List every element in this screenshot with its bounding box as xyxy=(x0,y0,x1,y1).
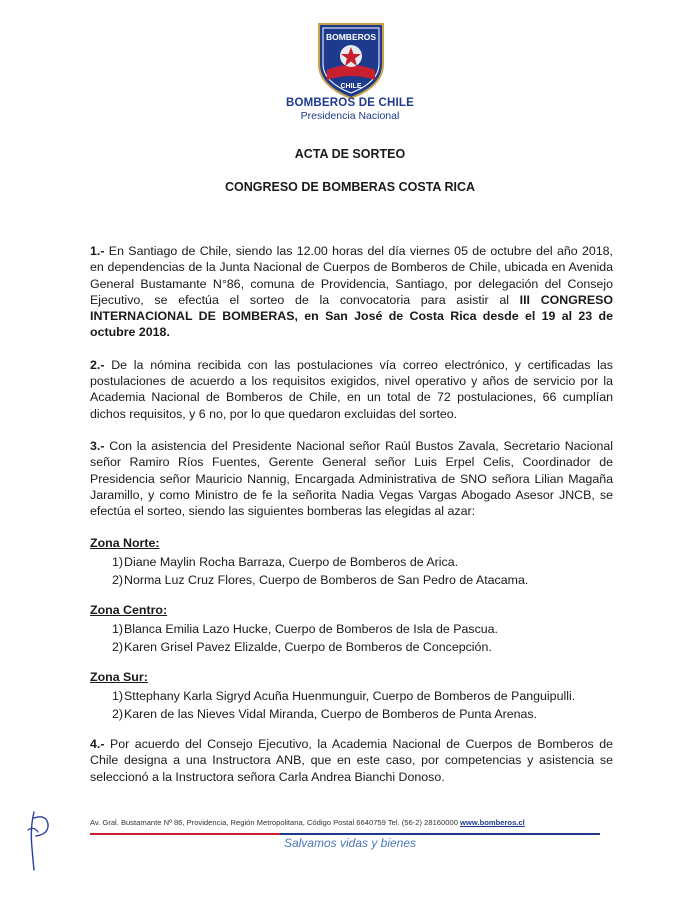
footer-divider-red xyxy=(90,833,280,835)
paragraph-number: 2.- xyxy=(90,357,105,372)
zone-heading-centro: Zona Centro: xyxy=(90,603,168,618)
zone-list-sur xyxy=(90,688,613,723)
list-item xyxy=(90,688,613,704)
list-index: 1) xyxy=(112,554,124,569)
paragraph-2 xyxy=(90,357,613,422)
org-name: BOMBEROS DE CHILE xyxy=(286,97,414,109)
paragraph-bold-text: III CONGRESO INTERNACIONAL DE BOMBERAS, en San José de Costa Rica desde el 19 al 23 de octubre 2018. xyxy=(90,292,613,340)
list-index: 2) xyxy=(112,706,124,721)
org-subtitle: Presidencia Nacional xyxy=(300,110,400,122)
paragraph-4 xyxy=(90,736,613,785)
paragraph-text: Con la asistencia del Presidente Nacional señor Raúl Bustos Zavala, Secretario Nacional señor Ramiro Ríos Fuentes, Gerente General señor Luis Erpel Celis, Coordinador de Presidencia señor Mauricio Nannig, Encargada Administrativa de SNO señora Lilian Magaña Jaramillo, y como Ministro de fe la señorita Nadia Vegas Vargas Abogado Asesor JNCB, se efectúa el sorteo, siendo las siguientes bomberas las elegidas al azar: xyxy=(90,438,613,519)
list-index: 2) xyxy=(112,639,124,654)
paragraph-3 xyxy=(90,438,613,519)
list-item xyxy=(90,554,613,570)
document-body xyxy=(90,243,613,801)
list-index: 1) xyxy=(112,621,124,636)
paragraph-text: En Santiago de Chile, siendo las 12.00 horas del día viernes 05 de octubre del año 2018, en dependencias de la Junta Nacional de Cuerpos de Bomberos de Chile, ubicada en Avenida General Bustamante N°86, comuna de Providencia, Santiago, por delegación del Consejo Ejecutivo, se efectúa el sorteo de la convocatoria para asistir al xyxy=(90,244,613,307)
paragraph-number: 1.- xyxy=(90,244,105,258)
list-item-text: Karen Grisel Pavez Elizalde, Cuerpo de Bomberos de Concepción. xyxy=(124,639,492,654)
list-item-text: Sttephany Karla Sigryd Acuña Huenmunguir, Cuerpo de Bomberos de Panguipulli. xyxy=(124,688,576,703)
paragraph-text: De la nómina recibida con las postulaciones vía correo electrónico, y certificadas las postulaciones de acuerdo a los requisitos exigidos, nivel operativo y años de servicio por la Academia Nacional de Bomberos de Chile, en un total de 72 postulaciones, 66 cumplían dichos requisitos, y 6 no, por lo que quedaron excluidas del sorteo. xyxy=(90,357,613,421)
handwritten-signature xyxy=(24,808,56,874)
zone-heading-sur: Zona Sur: xyxy=(90,670,148,685)
footer-slogan: Salvamos vidas y bienes xyxy=(283,836,417,850)
document-title: ACTA DE SORTEO xyxy=(294,147,406,161)
list-item xyxy=(90,572,613,588)
logo-text-top: BOMBEROS xyxy=(325,32,377,42)
list-item xyxy=(90,621,613,637)
zone-heading-norte: Zona Norte: xyxy=(90,536,160,551)
footer-website-link[interactable]: www.bomberos.cl xyxy=(460,818,525,827)
paragraph-text: Por acuerdo del Consejo Ejecutivo, la Academia Nacional de Cuerpos de Bomberos de Chile designa a una Instructora ANB, que en este caso, por competencias y asistencia se seleccionó a la Instructora señora Carla Andrea Bianchi Donoso. xyxy=(90,737,613,784)
zone-list-norte xyxy=(90,554,613,589)
list-item-text: Diane Maylin Rocha Barraza, Cuerpo de Bomberos de Arica. xyxy=(124,554,459,569)
list-index: 2) xyxy=(112,573,124,588)
footer-divider-blue xyxy=(280,833,600,835)
list-item-text: Blanca Emilia Lazo Hucke, Cuerpo de Bomberos de Isla de Pascua. xyxy=(124,621,498,636)
logo-text-bottom: CHILE xyxy=(340,83,362,90)
footer-address xyxy=(90,818,600,827)
document-subtitle: CONGRESO DE BOMBERAS COSTA RICA xyxy=(224,180,475,194)
paragraph-number: 3.- xyxy=(90,438,105,453)
footer-address-text: Av. Gral. Bustamante Nº 86, Providencia, Región Metropolitana, Código Postal 6640759 Tel. (56-2) 28160000 xyxy=(90,818,461,827)
list-item xyxy=(90,706,613,722)
paragraph-number: 4.- xyxy=(90,737,105,752)
bomberos-chile-shield-logo xyxy=(313,20,389,100)
list-item-text: Norma Luz Cruz Flores, Cuerpo de Bomberos de San Pedro de Atacama. xyxy=(124,573,529,588)
list-item xyxy=(90,639,613,655)
list-index: 1) xyxy=(112,688,124,703)
zone-list-centro xyxy=(90,621,613,656)
list-item-text: Karen de las Nieves Vidal Miranda, Cuerpo de Bomberos de Punta Arenas. xyxy=(124,706,538,721)
paragraph-1 xyxy=(90,243,613,341)
